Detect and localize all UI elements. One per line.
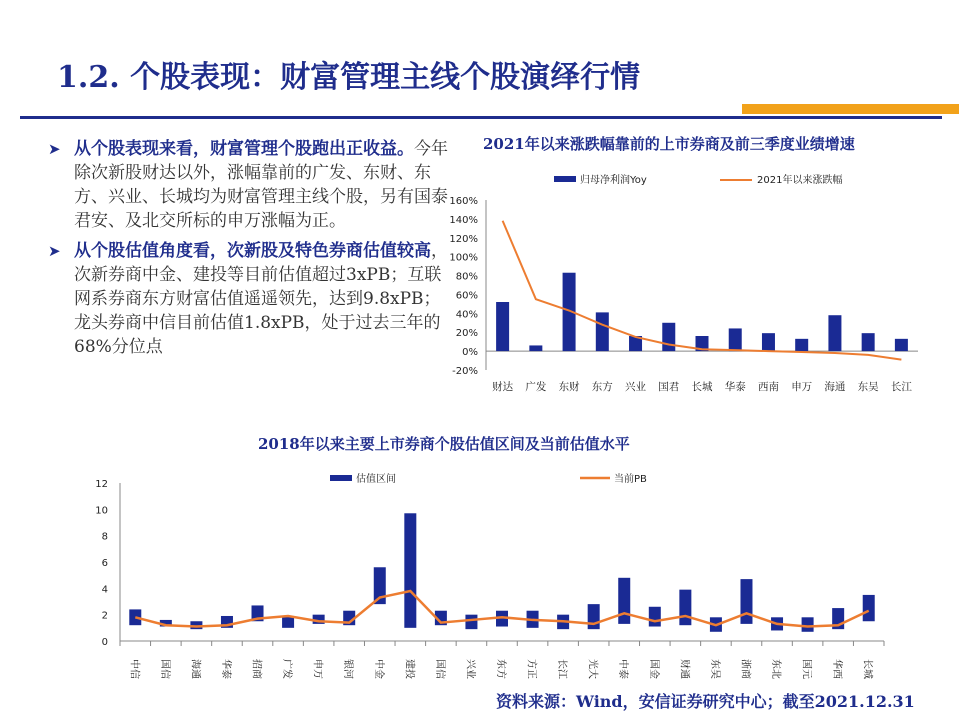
c2-xtick-label: 建投 <box>403 659 415 679</box>
c1-xtick-label: 东方 <box>591 381 613 393</box>
c1-bar-东方 <box>596 312 609 351</box>
c2-xtick-label: 光大 <box>586 659 598 679</box>
c2-ytick-label: 4 <box>101 584 108 596</box>
c2-xtick-label: 招商 <box>250 659 262 679</box>
c2-xtick-label: 长城 <box>861 659 873 679</box>
c2-legend-line-label: 当前PB <box>614 474 647 485</box>
c1-xtick-label: 西南 <box>757 381 779 393</box>
c2-range-建投 <box>404 513 416 628</box>
c1-xtick-label: 长城 <box>691 381 713 393</box>
c2-xtick-label: 东北 <box>770 659 782 679</box>
c2-ytick-label: 12 <box>95 479 108 490</box>
c2-xtick-label: 兴业 <box>464 659 476 679</box>
c2-xtick-label: 华西 <box>831 659 843 679</box>
c1-bar-广发 <box>529 345 542 351</box>
c2-xtick-label: 中金 <box>372 659 384 679</box>
c1-xtick-label: 财达 <box>492 381 514 393</box>
source-note: 资料来源：Wind，安信证券研究中心；截至2021.12.31 <box>496 692 915 711</box>
c1-xtick-label: 东财 <box>558 381 580 393</box>
c2-xtick-label: 浙商 <box>739 659 751 679</box>
c1-xtick-label: 海通 <box>824 381 846 393</box>
c2-xtick-label: 国信 <box>158 659 170 679</box>
c2-xtick-label: 广发 <box>281 659 293 679</box>
c1-ytick-label: 60% <box>455 290 478 302</box>
c2-xtick-label: 国元 <box>800 659 812 679</box>
c2-xtick-label: 华泰 <box>219 659 231 679</box>
c2-range-浙商 <box>740 579 752 624</box>
arrow-icon: ➤ <box>48 140 61 158</box>
c1-ytick-label: 140% <box>449 214 478 226</box>
page-title: 1.2. 个股表现：财富管理主线个股演绎行情 <box>57 60 641 95</box>
c1-bar-申万 <box>795 339 808 351</box>
c1-bar-国君 <box>662 323 675 351</box>
c1-ytick-label: 0% <box>462 347 478 359</box>
c2-range-国金 <box>649 607 661 627</box>
c1-xtick-label: 国君 <box>658 381 680 393</box>
c2-legend-range-label: 估值区间 <box>356 474 396 485</box>
c1-xtick-label: 广发 <box>525 381 547 393</box>
chart1-title: 2021年以来涨跌幅靠前的上市券商及前三季度业绩增速 <box>483 135 855 153</box>
arrow-icon: ➤ <box>48 242 61 260</box>
c2-ytick-label: 8 <box>101 531 108 543</box>
bullet-text: ，次新券商中金、建投等目前估值超过3xPB；互联网系券商东方财富估值遥遥领先，达到9.8xPB；龙头券商中信目前估值1.8xPB，处于过去三年的68%分位点 <box>74 241 448 357</box>
c2-xtick-label: 财通 <box>678 659 690 679</box>
bullet-text: 今年除次新股财达以外，涨幅靠前的广发、东财、东方、兴业、长城均为财富管理主线个股，另有国泰君安、及北交所标的申万涨幅为正。 <box>74 139 448 231</box>
c2-xtick-label: 国金 <box>647 659 659 679</box>
c1-ytick-label: 120% <box>449 233 478 245</box>
c2-ytick-label: 2 <box>101 610 108 622</box>
c1-xtick-label: 华泰 <box>724 381 746 393</box>
c2-ytick-label: 10 <box>95 505 108 517</box>
c1-xtick-label: 东吴 <box>857 381 879 393</box>
c2-legend-range-swatch <box>330 475 352 481</box>
c1-ytick-label: 40% <box>455 309 478 321</box>
c2-range-光大 <box>588 604 600 629</box>
c1-ytick-label: 160% <box>449 196 478 207</box>
c1-ytick-label: 100% <box>449 252 478 264</box>
c1-bar-西南 <box>762 333 775 351</box>
c2-xtick-label: 银河 <box>342 659 354 679</box>
c2-range-财通 <box>679 590 691 626</box>
chart2-title: 2018年以来主要上市券商个股估值区间及当前估值水平 <box>258 435 630 453</box>
c2-xtick-label: 申万 <box>311 659 323 679</box>
c2-ytick-label: 0 <box>101 637 108 648</box>
c2-range-国元 <box>802 617 814 631</box>
c2-xtick-label: 东方 <box>495 659 506 679</box>
c2-ytick-label: 6 <box>101 558 108 569</box>
c2-xtick-label: 方正 <box>525 659 537 679</box>
c2-range-中泰 <box>618 578 630 624</box>
c1-legend-bar-swatch <box>554 176 576 182</box>
c1-xtick-label: 兴业 <box>625 381 647 393</box>
c1-ytick-label: -20% <box>452 366 478 377</box>
c1-ytick-label: 20% <box>455 328 478 340</box>
c1-ytick-label: 80% <box>455 271 478 283</box>
c2-xtick-label: 海通 <box>189 659 201 679</box>
c1-xtick-label: 申万 <box>791 381 813 393</box>
c1-legend-line-label: 2021年以来涨跌幅 <box>757 175 843 186</box>
c2-xtick-label: 东吴 <box>708 659 720 679</box>
c2-xtick-label: 长江 <box>556 659 568 679</box>
c1-xtick-label: 长江 <box>890 381 912 393</box>
c1-legend-bar-label: 归母净利润Yoy <box>580 175 647 186</box>
c1-bar-华泰 <box>729 328 742 351</box>
c2-xtick-label: 国信 <box>433 659 445 679</box>
c1-bar-财达 <box>496 302 509 351</box>
bullet-lead: 从个股表现来看，财富管理个股跑出正收益。 <box>74 139 414 159</box>
c2-range-兴业 <box>465 615 477 629</box>
c2-range-长城 <box>863 595 875 621</box>
c1-bar-东吴 <box>862 333 875 351</box>
bullet-lead: 从个股估值角度看，次新股及特色券商估值较高 <box>74 241 431 261</box>
c1-bar-海通 <box>828 315 841 351</box>
c2-xtick-label: 中泰 <box>617 659 629 679</box>
c1-bar-长江 <box>895 339 908 351</box>
c2-xtick-label: 中信 <box>128 659 140 679</box>
